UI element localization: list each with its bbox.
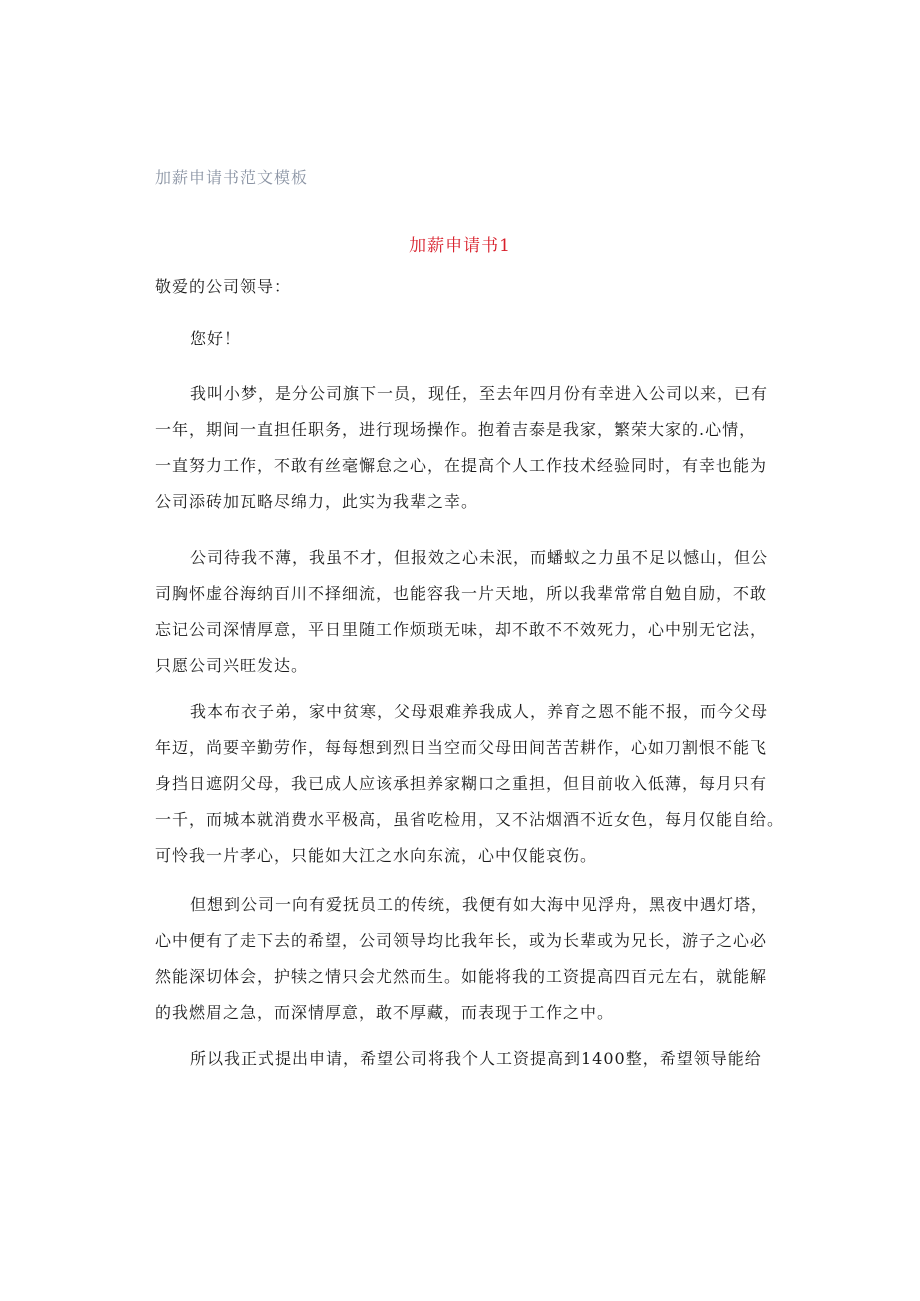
paragraph-line: 可怜我一片孝心，只能如大江之水向东流，心中仅能哀伤。: [155, 846, 598, 865]
paragraph-line: 公司添砖加瓦略尽绵力，此实为我辈之幸。: [155, 492, 479, 511]
paragraph-5: [155, 1041, 775, 1077]
paragraph-line: 一直努力工作，不敢有丝毫懈怠之心，在提高个人工作技术经验同时，有幸也能为: [155, 456, 768, 475]
paragraph-line: 的我燃眉之急，而深情厚意，敢不厚藏，而表现于工作之中。: [155, 1003, 615, 1022]
paragraph-3: [155, 694, 785, 874]
paragraph-line: 身挡日遮阴父母，我已成人应该承担养家糊口之重担，但目前收入低薄，每月只有: [155, 774, 768, 793]
paragraph-line: 司胸怀虚谷海纳百川不择细流，也能容我一片天地，所以我辈常常自勉自励，不敢: [155, 584, 768, 603]
paragraph-line: 然能深切体会，护犊之情只会尤然而生。如能将我的工资提高四百元左右，就能解: [155, 967, 768, 986]
paragraph-4: [155, 887, 775, 1031]
paragraph-line: 公司待我不薄，我虽不才，但报效之心未泯，而蟠蚁之力虽不足以憾山，但公: [190, 548, 769, 567]
salutation: 敬爱的公司领导：: [155, 277, 292, 296]
paragraph-2: [155, 540, 775, 684]
paragraph-line: 忘记公司深情厚意，平日里随工作烦琐无味，却不敢不不效死力，心中别无它法，: [155, 620, 768, 639]
paragraph-line: 所以我正式提出申请，希望公司将我个人工资提高到1400整，希望领导能给: [190, 1049, 762, 1068]
greeting: 您好！: [190, 329, 242, 348]
section-title: 加薪申请书1: [409, 236, 511, 256]
paragraph-line: 心中便有了走下去的希望，公司领导均比我年长，或为长辈或为兄长，游子之心必: [155, 931, 768, 950]
document-title: 加薪申请书范文模板: [155, 168, 309, 187]
paragraph-line: 但想到公司一向有爱抚员工的传统，我便有如大海中见浮舟，黑夜中遇灯塔，: [190, 895, 769, 914]
paragraph-line: 年迈，尚要辛勤劳作，每每想到烈日当空而父母田间苦苦耕作，心如刀割恨不能飞: [155, 738, 768, 757]
paragraph-1: [155, 376, 775, 520]
paragraph-line: 只愿公司兴旺发达。: [155, 656, 309, 675]
paragraph-line: 我本布衣子弟，家中贫寒，父母艰难养我成人，养育之恩不能不报，而今父母: [190, 702, 769, 721]
paragraph-line: 一年，期间一直担任职务，进行现场操作。抱着吉泰是我家，繁荣大家的.心情，: [155, 420, 757, 439]
paragraph-line: 我叫小梦，是分公司旗下一员，现任，至去年四月份有幸进入公司以来，已有: [190, 384, 769, 403]
paragraph-line: 一千，而城本就消费水平极高，虽省吃检用，又不沾烟酒不近女色，每月仅能自给。: [155, 810, 785, 829]
